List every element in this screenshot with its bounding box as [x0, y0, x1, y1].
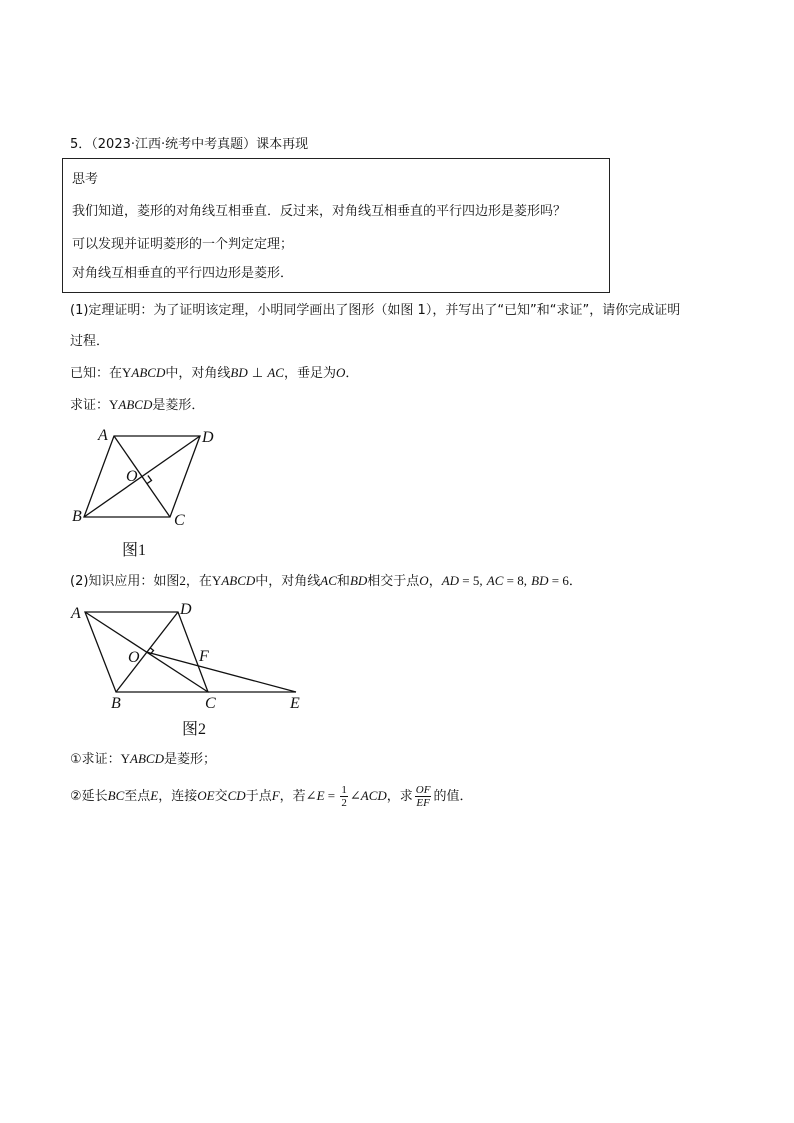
parallelogram-symbol: Y [211, 573, 222, 588]
label-o: O [128, 649, 140, 666]
figure-1-caption: 图1 [122, 542, 147, 559]
label-d: D [180, 601, 192, 618]
thinking-box [62, 158, 610, 293]
part1-line-2: 过程． [70, 334, 110, 349]
segment-oe [147, 652, 297, 692]
label-f: F [199, 648, 209, 665]
question-2: ②延长BC至点E，连接OE交CD于点F，若∠E = $\frac{1}{2}$ ∠ACD，求 $\frac{OF}{EF}$ 的值． [70, 784, 473, 809]
label-e: E [290, 695, 300, 712]
fraction-of-over-ef: $\frac{OF}{EF}$ [415, 784, 431, 809]
label-b: B [111, 695, 121, 712]
label-c: C [174, 512, 185, 529]
parallelogram-symbol: Y [120, 751, 131, 766]
label-b: B [72, 508, 82, 525]
perpendicular-symbol: ⊥ [251, 366, 264, 381]
problem-source: （2023·江西·统考中考真题） [91, 137, 257, 152]
prove-statement: 求证：YABCD是菱形． [70, 397, 205, 413]
problem-title: 课本再现 [256, 137, 309, 152]
label-o: O [126, 468, 138, 485]
part2-statement: (2)知识应用：如图2，在YABCD中，对角线AC和BD相交于点O，AD = 5, AC = 8, BD = 6． [70, 573, 582, 589]
label-c: C [205, 695, 216, 712]
figure-2 [60, 596, 320, 716]
diagonal-bd [84, 436, 200, 517]
figure-1 [60, 420, 230, 532]
question-1: ①求证：YABCD是菱形； [70, 751, 217, 767]
right-angle-mark [147, 476, 152, 484]
label-a: A [71, 605, 81, 622]
parallelogram-symbol: Y [109, 397, 119, 412]
known-statement: 已知：在YABCD中，对角线BD ⊥ AC，垂足为O． [70, 365, 359, 381]
problem-header [70, 136, 308, 154]
part1-line-1: (1)定理证明：为了证明该定理，小明同学画出了图形（如图 1），并写出了“已知”和“求证”，请你完成证明 [70, 303, 681, 318]
box-heading: 思考 [72, 172, 99, 187]
label-d: D [202, 429, 214, 446]
problem-number: 5． [70, 137, 92, 152]
fraction-one-half: $\frac{1}{2}$ [341, 784, 347, 809]
parallelogram-symbol: Y [122, 365, 132, 380]
box-line-1: 我们知道，菱形的对角线互相垂直．反过来，对角线互相垂直的平行四边形是菱形吗？ [72, 204, 567, 219]
box-line-2: 可以发现并证明菱形的一个判定定理； [72, 237, 294, 252]
label-a: A [98, 427, 108, 444]
box-line-3: 对角线互相垂直的平行四边形是菱形． [72, 266, 294, 281]
figure-2-caption: 图2 [182, 721, 207, 738]
